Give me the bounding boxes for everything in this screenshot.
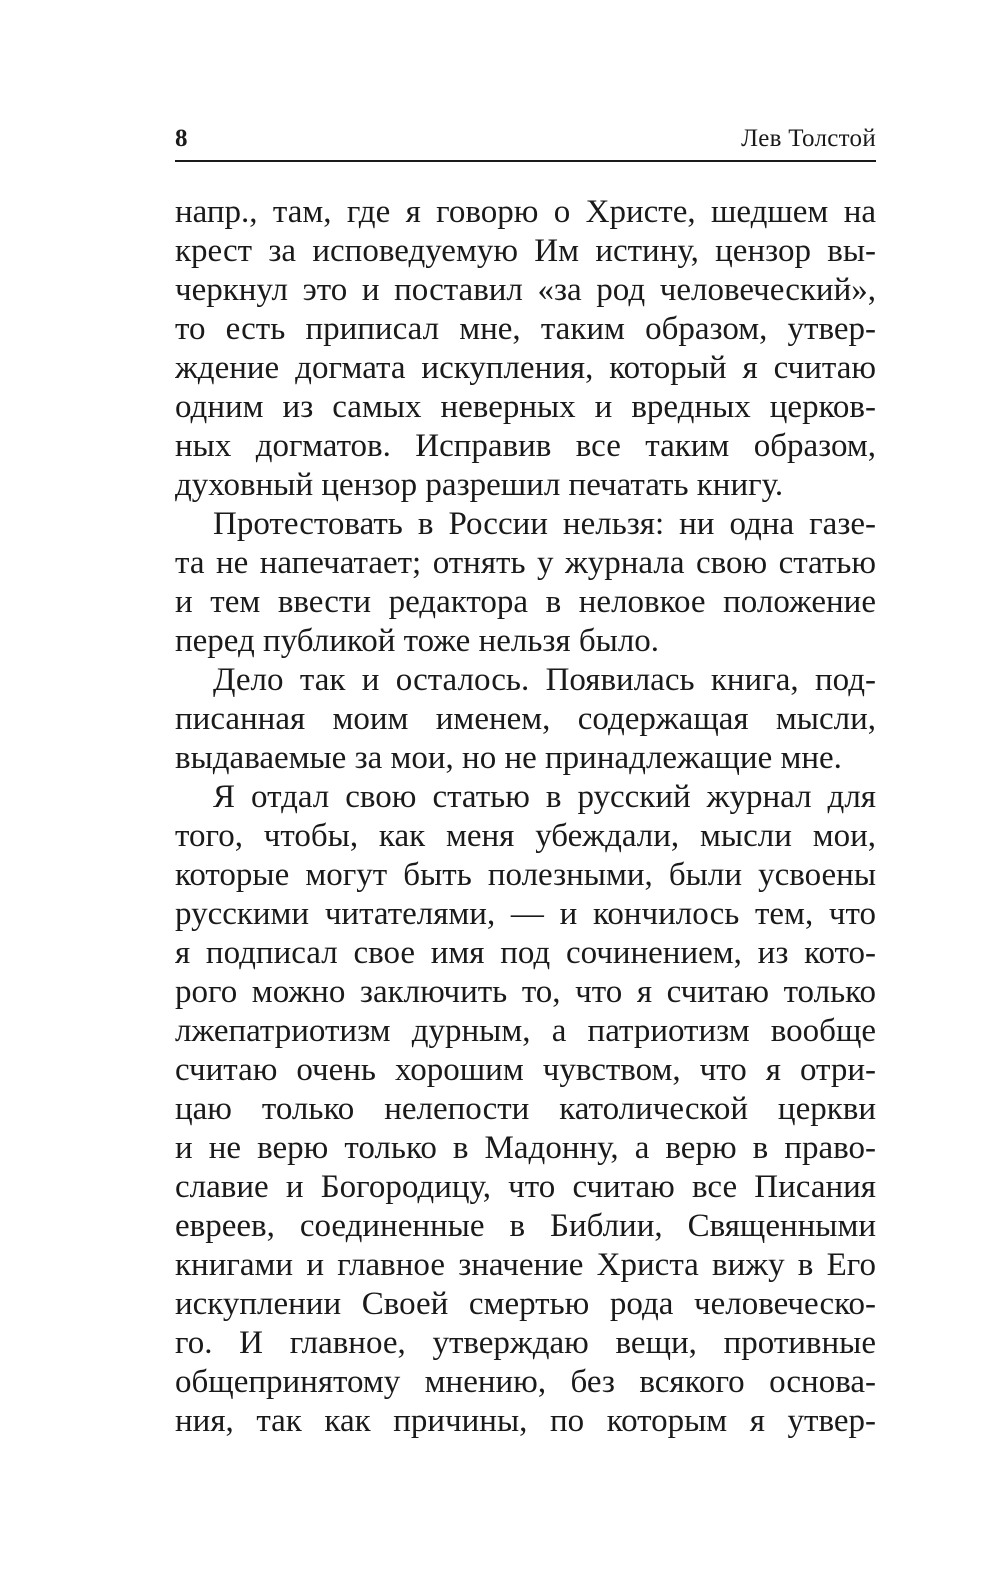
- text-line: черкнул это и поставил «за род человеческий»,: [175, 272, 876, 308]
- running-header: [175, 116, 876, 162]
- text-line: цаю только нелепости католической церкви: [175, 1091, 876, 1127]
- text-line: и не верю только в Мадонну, а верю в право-: [175, 1130, 876, 1166]
- text-line: го. И главное, утверждаю вещи, противные: [175, 1325, 876, 1361]
- text-line: считаю очень хорошим чувством, что я отри-: [175, 1052, 876, 1088]
- paragraph-1: [175, 193, 876, 505]
- text-line: которые могут быть полезными, были усвоены: [175, 857, 876, 893]
- text-line: славие и Богородицу, что считаю все Писания: [175, 1169, 876, 1205]
- text-line: того, чтобы, как меня убеждали, мысли мои,: [175, 818, 876, 854]
- text-line: Я отдал свою статью в русский журнал для: [213, 779, 876, 815]
- paragraph-4: [175, 778, 876, 1441]
- text-line: выдаваемые за мои, но не принадлежащие мне.: [175, 740, 842, 776]
- text-line: духовный цензор разрешил печатать книгу.: [175, 467, 784, 503]
- text-line: то есть приписал мне, таким образом, утвер-: [175, 311, 876, 347]
- text-line: крест за исповедуемую Им истину, цензор вы-: [175, 233, 876, 269]
- text-line: и тем ввести редактора в неловкое положение: [175, 584, 876, 620]
- text-line: лжепатриотизм дурным, а патриотизм вообще: [175, 1013, 876, 1049]
- text-line: ждение догмата искупления, который я считаю: [175, 350, 876, 386]
- paragraph-3: [175, 661, 876, 778]
- text-line: я подписал свое имя под сочинением, из кото-: [175, 935, 876, 971]
- text-line: напр., там, где я говорю о Христе, шедшем на: [175, 194, 876, 230]
- running-head-author: Лев Толстой: [741, 125, 876, 152]
- page-number: 8: [175, 125, 188, 152]
- text-line: евреев, соединенные в Библии, Священными: [175, 1208, 876, 1244]
- text-line: русскими читателями, — и кончилось тем, что: [175, 896, 876, 932]
- text-line: книгами и главное значение Христа вижу в Его: [175, 1247, 876, 1283]
- text-line: рого можно заключить то, что я считаю только: [175, 974, 876, 1010]
- text-line: перед публикой тоже нельзя было.: [175, 623, 660, 659]
- body-text: [175, 193, 876, 1441]
- text-line: писанная моим именем, содержащая мысли,: [175, 701, 876, 737]
- text-line: та не напечатает; отнять у журнала свою статью: [175, 545, 876, 581]
- text-line: Дело так и осталось. Появилась книга, под-: [213, 662, 876, 698]
- text-line: общепринятому мнению, без всякого основа-: [175, 1364, 876, 1400]
- text-line: одним из самых неверных и вредных церков-: [175, 389, 876, 425]
- text-line: ных догматов. Исправив все таким образом,: [175, 428, 876, 464]
- text-line: ния, так как причины, по которым я утвер-: [175, 1403, 876, 1439]
- paragraph-2: [175, 505, 876, 661]
- text-line: Протестовать в России нельзя: ни одна газе-: [213, 506, 876, 542]
- text-line: искуплении Своей смертью рода человеческо-: [175, 1286, 876, 1322]
